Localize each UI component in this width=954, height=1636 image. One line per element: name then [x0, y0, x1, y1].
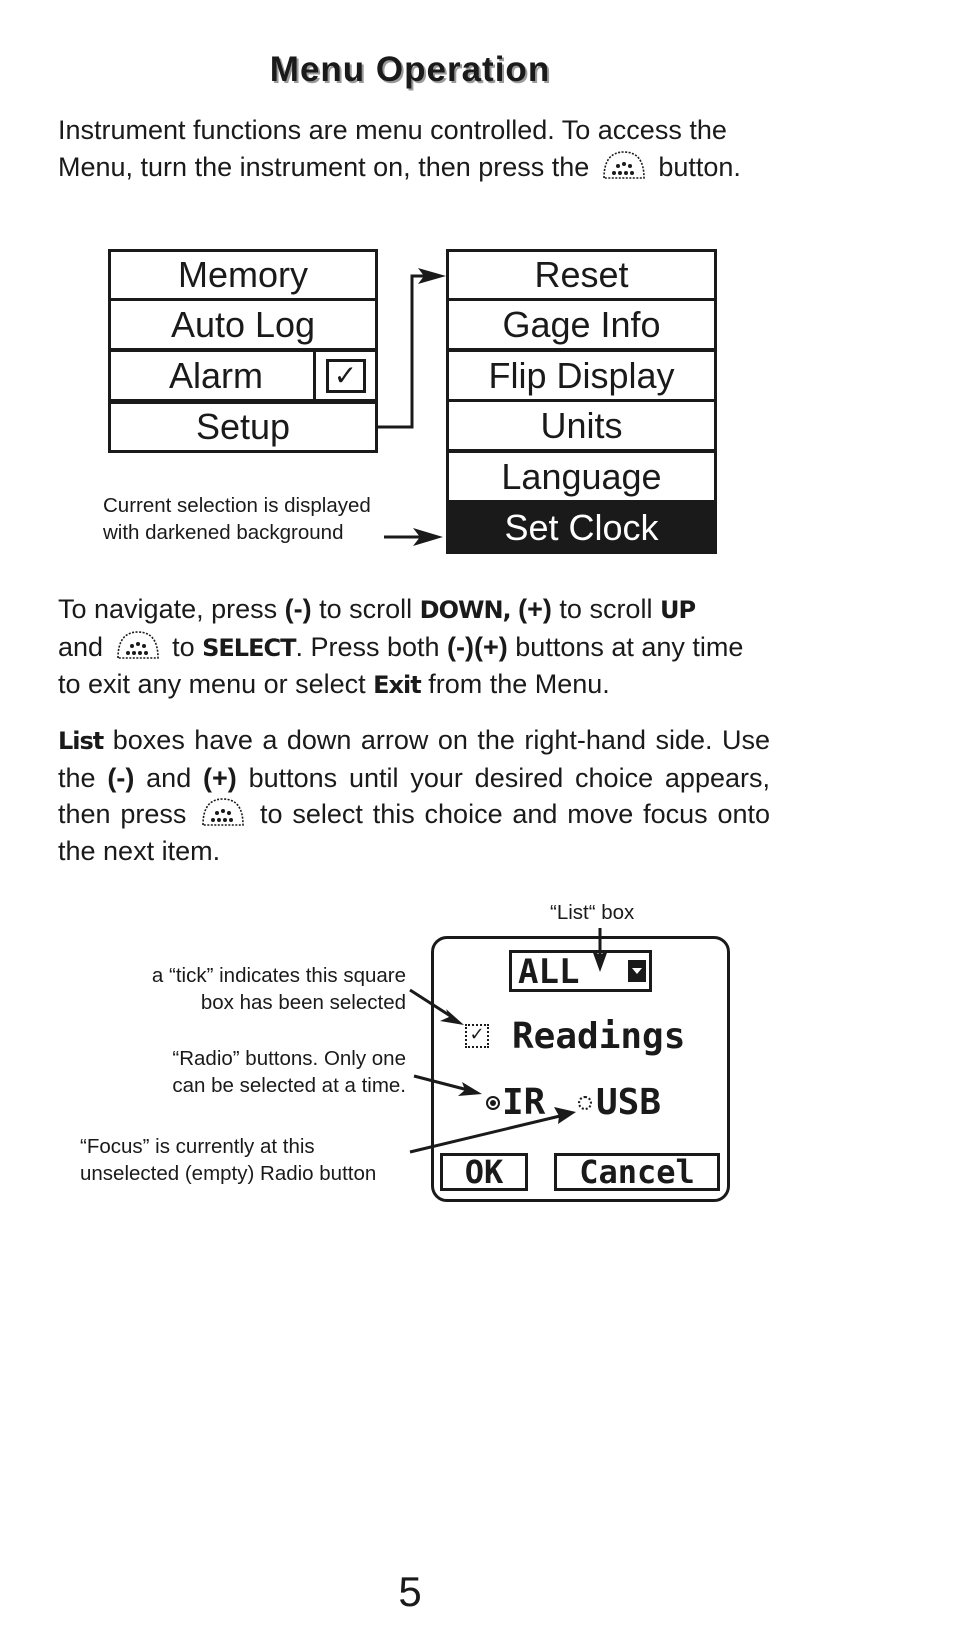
- readings-checkbox-checked-icon: ✓: [465, 1024, 489, 1048]
- minus-key: (-): [107, 762, 135, 793]
- plus-key: (+): [518, 594, 552, 624]
- menu-item-setup: Setup: [108, 401, 378, 453]
- text: to scroll: [551, 594, 660, 624]
- text: . Press both: [295, 631, 448, 662]
- submenu-item-units: Units: [446, 399, 717, 452]
- submenu-item-gage-info: Gage Info: [446, 298, 717, 351]
- list-label: List: [58, 727, 104, 755]
- text: buttons at any time to exit any menu or select: [58, 631, 744, 699]
- annotation-line: unselected (empty) Radio button: [80, 1162, 377, 1185]
- annotation-line: can be selected at a time.: [172, 1074, 406, 1097]
- annotation-line: box has been selected: [200, 991, 406, 1014]
- readings-checkbox-label: Readings: [512, 1016, 686, 1057]
- menu-item-alarm: Alarm: [108, 349, 316, 402]
- menu-item-auto-log: Auto Log: [108, 298, 378, 351]
- minus-key: (-): [284, 594, 312, 624]
- annotation-line: “Focus” is currently at this: [80, 1135, 315, 1158]
- intro-text: Instrument functions are menu controlled. To access the Menu, turn the instrument on, then press the: [58, 115, 727, 182]
- ok-button[interactable]: OK: [440, 1153, 528, 1191]
- page-number: 5: [398, 1568, 422, 1615]
- submenu-item-reset: Reset: [446, 249, 717, 301]
- plus-key: (+): [203, 762, 237, 793]
- list-box-annotation: “List“ box: [550, 901, 635, 924]
- text: and: [134, 762, 204, 793]
- annotation-line: “Radio” buttons. Only one: [172, 1047, 406, 1070]
- selection-note-line: Current selection is displayed: [103, 494, 371, 517]
- select-label: SELECT: [202, 633, 296, 662]
- text: buttons until your desired choice appears, then press: [58, 762, 770, 829]
- exit-label: Exit: [373, 671, 421, 699]
- annotation-line: a “tick” indicates this square: [151, 964, 406, 987]
- submenu-item-set-clock-selected: Set Clock: [446, 501, 717, 554]
- cancel-button[interactable]: Cancel: [554, 1153, 720, 1191]
- text: from the Menu.: [420, 669, 610, 699]
- alarm-check-icon: ✓: [326, 359, 366, 393]
- text: to: [164, 631, 203, 662]
- text: and: [58, 631, 104, 662]
- text: to select this choice and move focus onto the next item.: [58, 799, 770, 866]
- selection-note-line: with darkened background: [103, 521, 344, 544]
- text: To navigate, press: [58, 594, 285, 624]
- list-box-value: ALL: [518, 952, 580, 992]
- radio-usb-label: USB: [596, 1082, 662, 1123]
- text: to scroll: [311, 594, 420, 624]
- both-keys: (-)(+): [447, 631, 508, 662]
- up-label: UP: [659, 596, 696, 624]
- down-label: DOWN,: [419, 596, 511, 624]
- submenu-item-language: Language: [446, 450, 717, 503]
- intro-text-end: button.: [658, 151, 741, 182]
- text: boxes have a down arrow on the right-hand side. Use the: [58, 725, 770, 793]
- radio-ir-label: IR: [502, 1082, 546, 1123]
- menu-item-memory: Memory: [108, 249, 378, 301]
- submenu-item-flip-display: Flip Display: [446, 349, 717, 402]
- page-title: Menu Operation: [269, 50, 551, 89]
